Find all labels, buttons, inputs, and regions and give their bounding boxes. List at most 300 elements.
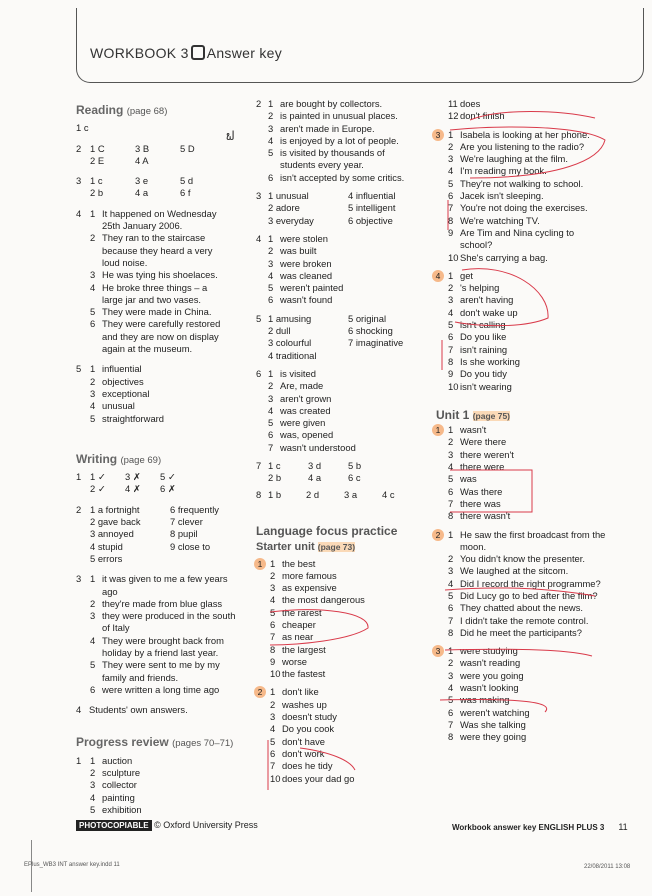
answer-cell: 6 objective (348, 214, 393, 226)
col3-ex3: 3 1 Isabela is looking at her phone. 2 Are you listening to the radio? 3 We're laughing at the film. 4 I'm reading my book. 5 They're not walking to school. 6 Jacek isn't sleeping. 7 You're not doing the exercises. 8 We're watching TV. 9 Are Tim and Nina cycling to school? 10 She's carrying a bag. (436, 129, 606, 264)
progress-ex1-item (90, 779, 246, 791)
item-answer: were you going (460, 669, 524, 681)
photocopiable-label: PHOTOCOPIABLE (76, 820, 152, 831)
item-answer: were broken (280, 257, 332, 269)
item-number: 1 (90, 363, 96, 375)
item-answer: as near (282, 631, 314, 643)
col2-ex4: 4 1 were stolen 2 was built 3 were broken 4 was cleaned 5 weren't painted 6 wasn't found (256, 233, 426, 307)
col3-ex3-item (448, 153, 606, 165)
col3-ex4-item (448, 344, 606, 356)
item-answer: sculpture (102, 767, 141, 779)
item-number: 1 (90, 754, 96, 766)
item-answer: is enjoyed by a lot of people. (280, 134, 399, 146)
item-number: 1 (448, 128, 454, 140)
item-number: 3 (270, 711, 276, 723)
unit1-ex1-item (448, 486, 606, 498)
item-number: 2 (448, 657, 454, 669)
item-answer: were given (280, 417, 326, 429)
item-answer: He was tying his shoelaces. (102, 269, 218, 281)
answer-cell: 2 gave back (90, 516, 141, 528)
starter-ex2-item (270, 699, 426, 711)
answer-cell: 6 f (180, 187, 191, 199)
starter-ex1-item (270, 644, 426, 656)
col3-ex3-item (448, 190, 606, 202)
item-answer: weren't painted (280, 282, 344, 294)
col3-ex4-item (448, 356, 606, 368)
answer-cell: 4 ✗ (125, 483, 141, 495)
col2-ex4-item (268, 270, 426, 282)
item-number: 4 (448, 165, 454, 177)
item-answer: aren't made in Europe. (280, 122, 375, 134)
col2-ex8-row (268, 489, 426, 501)
col3-top-item (448, 110, 606, 122)
answer-cell: 1 unusual (268, 190, 309, 202)
item-answer: were studying (460, 645, 518, 657)
progress-ex1-item (90, 767, 246, 779)
col3-ex3-item (448, 252, 606, 264)
starter-ex1-item (270, 607, 426, 619)
item-answer: painting (102, 791, 135, 803)
starter-ex1-item (270, 656, 426, 668)
item-number: 3 (448, 294, 454, 306)
item-answer: auction (102, 754, 133, 766)
item-number: 6 (268, 171, 274, 183)
item-number: 7 (448, 614, 454, 626)
item-number: 3 (90, 387, 96, 399)
reading-ex4-item (90, 318, 230, 355)
item-answer: there were (460, 461, 505, 473)
item-answer: Are you listening to the radio? (460, 140, 585, 152)
col2-ex3-row (268, 215, 426, 227)
item-answer: unusual (102, 400, 135, 412)
item-answer: is visited (280, 367, 316, 379)
item-number: 4 (90, 400, 96, 412)
item-number: 9 (448, 368, 454, 380)
progress-ex1: 1 1 auction 2 sculpture 3 collector 4 painting 5 exhibition (76, 755, 246, 816)
unit1-ex3: 3 1 were studying 2 wasn't reading 3 were you going 4 wasn't looking 5 was making 6 weren't watching 7 Was she talking 8 were they going (436, 645, 606, 743)
item-number: 4 (270, 594, 276, 606)
item-answer: She's carrying a bag. (460, 251, 548, 263)
writing-ex1-row (90, 483, 246, 495)
starter-ex2-item (270, 773, 426, 785)
item-number: 5 (448, 177, 454, 189)
item-number: 4 (448, 461, 454, 473)
item-answer: They ran to the staircase because they heard a very loud noise. (102, 232, 213, 268)
item-number: 1 (268, 232, 274, 244)
section-writing: Writing (page 69) (76, 451, 162, 466)
unit1-ex2-item (448, 565, 606, 577)
answer-cell: 4 influential (348, 190, 396, 202)
item-number: 6 (268, 429, 274, 441)
item-number: 3 (268, 122, 274, 134)
writing-ex3-item (90, 684, 240, 696)
starter-ex1-item (270, 570, 426, 582)
answer-cell: 3 e (135, 175, 149, 187)
item-number: 2 (448, 436, 454, 448)
col2-ex6-item (268, 405, 426, 417)
item-number: 8 (448, 214, 454, 226)
item-answer: isn't calling (460, 319, 506, 331)
item-answer: straightforward (102, 412, 165, 424)
item-answer: is painted in unusual places. (280, 110, 398, 122)
item-answer: They were sent to me by my family and friends. (102, 659, 220, 683)
writing-ex3-item (90, 610, 240, 635)
col2-ex6-item (268, 368, 426, 380)
writing-ex2: 2 1 a fortnight 6 frequently 2 gave back 7 clever 3 annoyed 8 pupil 4 stupid 9 close to 5 errors (76, 504, 246, 565)
col2-ex2-item (268, 110, 418, 122)
item-answer: We're laughing at the film. (460, 153, 568, 165)
col2-ex7: 7 1 c 3 d 5 b 2 b 4 a 6 c (256, 460, 426, 485)
writing-ex2-row (90, 504, 246, 516)
col2-ex5-row (268, 313, 426, 325)
item-number: 8 (448, 626, 454, 638)
answer-cell: 2 d (306, 488, 320, 500)
reading-ex4: 4 1 It happened on Wednesday 25th January 2006. 2 They ran to the staircase because they heard a very loud noise. 3 He was tying his shoelaces. 4 He broke three things – a large jar and two vases. 5 They were made in China. 6 They were carefully restored and they are now on display again at the museum. (76, 208, 246, 356)
item-answer: are bought by collectors. (280, 98, 383, 109)
answer-cell: 5 ✓ (160, 471, 176, 483)
item-answer: Do you cook (282, 723, 335, 735)
item-number: 6 (268, 294, 274, 306)
starter-ex1-item (270, 582, 426, 594)
unit1-ex3-item (448, 694, 606, 706)
item-answer: was built (280, 245, 317, 257)
item-number: 1 (268, 367, 274, 379)
item-answer: were stolen (280, 232, 328, 244)
answer-cell: 4 a (135, 187, 149, 199)
item-number: 6 (448, 485, 454, 497)
item-answer: We're watching TV. (460, 214, 540, 226)
reading-ex4-item (90, 208, 230, 233)
progress-ex1-item (90, 792, 246, 804)
writing-ex4: 4 Students' own answers. (76, 704, 188, 716)
item-number: 4 (268, 134, 274, 146)
unit1-ex3-item (448, 719, 606, 731)
item-number: 1 (90, 573, 96, 585)
answer-cell: 1 a fortnight (90, 503, 140, 515)
unit1-ex1: 1 1 wasn't 2 Were there 3 there weren't 4 there were 5 was 6 Was there 7 there was 8 there wasn't (436, 424, 606, 522)
answer-cell: 3 colourful (268, 337, 312, 349)
item-answer: worse (282, 655, 308, 667)
item-answer: the fastest (282, 668, 326, 680)
item-answer: don't work (282, 747, 325, 759)
item-number: 5 (268, 147, 274, 159)
item-number: 6 (448, 602, 454, 614)
item-number: 8 (448, 510, 454, 522)
item-answer: They chatted about the news. (460, 602, 583, 614)
item-number: 7 (448, 497, 454, 509)
item-number: 1 (448, 269, 454, 281)
col3-ex4-item (448, 282, 606, 294)
answer-cell: 3 everyday (268, 214, 314, 226)
unit1-ex2-item (448, 529, 606, 554)
item-number: 9 (448, 226, 454, 238)
item-answer: Was she talking (460, 718, 526, 730)
item-answer: Were there (460, 436, 507, 448)
col2-ex5-row (268, 337, 426, 349)
starter-ex1-item (270, 594, 426, 606)
item-answer: wasn't found (280, 294, 333, 306)
item-answer: cheaper (282, 618, 316, 630)
unit1-ex2-item (448, 553, 606, 565)
item-answer: the rarest (282, 606, 322, 618)
item-number: 3 (448, 153, 454, 165)
answer-cell: 3 annoyed (90, 528, 134, 540)
unit1-ex2-item (448, 578, 606, 590)
item-number: 5 (90, 412, 96, 424)
item-number: 3 (268, 392, 274, 404)
reading-ex1: 1 c (76, 122, 89, 134)
item-answer: was cleaned (280, 269, 333, 281)
item-number: 2 (448, 140, 454, 152)
col3-top-item (448, 98, 606, 110)
answer-cell: 5 b (348, 460, 362, 472)
unit1-ex3-item (448, 657, 606, 669)
item-answer: He broke three things – a large jar and two vases. (102, 281, 208, 305)
item-number: 3 (448, 565, 454, 577)
col2-ex3-row (268, 202, 426, 214)
item-answer: They were carefully restored and they are now on display again at the museum. (102, 318, 221, 355)
item-number: 4 (90, 634, 96, 646)
item-answer: doesn't study (282, 711, 337, 723)
item-answer: exhibition (102, 803, 142, 815)
page-title: WORKBOOK 3 Answer key (90, 45, 283, 61)
col3-ex4: 4 1 get 2 's helping 3 aren't having 4 don't wake up 5 isn't calling 6 Do you like 7 isn't raining 8 Is she working 9 Do you tidy 10 isn't wearing (436, 270, 606, 393)
item-number: 5 (270, 735, 276, 747)
answer-cell: 5 original (348, 312, 387, 324)
item-number: 1 (448, 528, 454, 540)
item-answer: wasn't understood (280, 441, 356, 453)
item-number: 6 (270, 747, 276, 759)
handwritten-mark: ຟ (226, 129, 235, 143)
item-answer: wasn't (460, 424, 487, 436)
item-number: 1 (90, 207, 96, 219)
answer-cell: 7 imaginative (348, 337, 404, 349)
item-number: 5 (270, 606, 276, 618)
answer-cell: 5 d (180, 175, 194, 187)
writing-ex1-row (90, 471, 246, 483)
starter-ex2-item (270, 723, 426, 735)
item-number: 9 (270, 655, 276, 667)
item-number: 3 (268, 257, 274, 269)
col2-ex7-row (268, 460, 426, 472)
answer-cell: 6 frequently (170, 503, 219, 515)
writing-ex2-row (90, 516, 246, 528)
col3-ex4-item (448, 381, 606, 393)
copyright: © Oxford University Press (154, 820, 258, 830)
item-answer: they're made from blue glass (102, 597, 223, 609)
item-number: 4 (268, 269, 274, 281)
reading-ex5-item (90, 388, 246, 400)
item-number: 5 (448, 473, 454, 485)
reading-ex2-row (90, 155, 246, 167)
col3-ex3-item (448, 227, 606, 252)
col2-ex6-item (268, 417, 426, 429)
unit1-ex3-item (448, 682, 606, 694)
item-answer: does (460, 98, 481, 109)
answer-cell: 2 b (268, 472, 282, 484)
item-number: 2 (448, 553, 454, 565)
reading-ex5-item (90, 376, 246, 388)
item-number: 7 (448, 202, 454, 214)
col2-ex2-item (268, 98, 418, 110)
progress-ex1-item (90, 804, 246, 816)
reading-ex4-item (90, 282, 230, 307)
col2-ex5-row (268, 325, 426, 337)
item-answer: They were made in China. (102, 306, 212, 318)
item-number: 5 (268, 417, 274, 429)
item-answer: as expensive (282, 582, 337, 594)
item-number: 3 (270, 582, 276, 594)
col2-ex4-item (268, 233, 426, 245)
reading-ex4-item (90, 306, 230, 318)
item-number: 2 (270, 698, 276, 710)
item-answer: get (460, 269, 474, 281)
item-number: 5 (448, 694, 454, 706)
item-number: 5 (90, 803, 96, 815)
date-info: 22/08/2011 13:08 (584, 864, 631, 870)
col2-ex2-item (268, 123, 418, 135)
item-answer: wasn't looking (460, 682, 519, 694)
item-number: 4 (90, 791, 96, 803)
writing-ex3-item (90, 659, 240, 684)
writing-ex3-item (90, 573, 240, 598)
item-answer: isn't raining (460, 343, 508, 355)
reading-ex3-row (90, 175, 246, 187)
answer-cell: 2 ✓ (90, 483, 106, 495)
answer-cell: 8 pupil (170, 528, 198, 540)
col3-ex4-item (448, 294, 606, 306)
item-answer: aren't grown (280, 392, 332, 404)
answer-cell: 3 a (344, 488, 358, 500)
col2-ex6-item (268, 442, 426, 454)
unit1-ex1-item (448, 424, 606, 436)
item-number: 8 (270, 643, 276, 655)
item-number: 2 (448, 282, 454, 294)
col2-ex6-item (268, 380, 426, 392)
answer-cell: 4 A (135, 154, 149, 166)
item-answer: don't finish (460, 110, 505, 122)
col2-ex6-item (268, 429, 426, 441)
item-answer: Was there (460, 485, 503, 497)
col3-ex4-item (448, 319, 606, 331)
item-number: 7 (448, 718, 454, 730)
col2-ex3: 3 1 unusual 4 influential 2 adore 5 intelligent 3 everyday 6 objective (256, 190, 426, 227)
square-icon (191, 45, 205, 60)
answer-cell: 7 clever (170, 516, 203, 528)
item-answer: We laughed at the sitcom. (460, 565, 569, 577)
item-answer: Are Tim and Nina cycling to school? (460, 226, 575, 251)
page-number: 11 (618, 822, 628, 832)
item-number: 2 (268, 245, 274, 257)
item-number: 8 (448, 731, 454, 743)
writing-ex3: 3 1 it was given to me a few years ago 2 they're made from blue glass 3 they were produced in the south of Italy 4 They were brought back from holiday by a friend last year. 5 They were sent to me by my family and friends. 6 were written a long time ago (76, 573, 246, 696)
unit1-ex3-item (448, 645, 606, 657)
starter-ex1-item (270, 668, 426, 680)
item-number: 1 (448, 424, 454, 436)
starter-ex1: 1 1 the best 2 more famous 3 as expensive 4 the most dangerous 5 the rarest 6 cheaper 7 as near 8 the largest 9 worse 10 the fastest (256, 558, 426, 681)
reading-ex5: 5 1 influential 2 objectives 3 exceptional 4 unusual 5 straightforward (76, 363, 246, 424)
item-answer: the largest (282, 643, 326, 655)
item-answer: don't have (282, 735, 325, 747)
starter-ex1-item (270, 558, 426, 570)
col3-ex4-item (448, 270, 606, 282)
col2-ex2-item (268, 147, 418, 172)
item-number: 5 (448, 589, 454, 601)
answer-cell: 3 B (135, 142, 150, 154)
item-number: 6 (270, 618, 276, 630)
item-answer: Do you tidy (460, 368, 507, 380)
answer-cell: 1 c (90, 175, 103, 187)
reading-ex4-item (90, 269, 230, 281)
reading-ex3-row (90, 187, 246, 199)
answer-cell: 3 ✗ (125, 471, 141, 483)
col2-ex7-row (268, 472, 426, 484)
item-answer: is visited by thousands of students every year. (280, 147, 385, 171)
item-answer: Is she working (460, 355, 520, 367)
col2-ex8: 8 1 b 2 d 3 a 4 c (256, 489, 426, 501)
starter-ex2-item (270, 736, 426, 748)
answer-cell: 3 d (308, 460, 322, 472)
item-answer: They were brought back from holiday by a friend last year. (102, 634, 224, 658)
item-answer: were written a long time ago (102, 683, 220, 695)
reading-ex5-item (90, 400, 246, 412)
reading-ex2: 2 1 C 3 B 5 D 2 E 4 A (76, 143, 246, 168)
item-answer: there was (460, 497, 501, 509)
item-answer: the most dangerous (282, 594, 365, 606)
starter-ex2: 2 1 don't like 2 washes up 3 doesn't study 4 Do you cook 5 don't have 6 don't work 7 does he tidy 10 does your dad go (256, 686, 426, 784)
item-answer: does he tidy (282, 760, 333, 772)
item-number: 4 (90, 281, 96, 293)
unit1-title: Unit 1 (page 75) (436, 407, 511, 422)
section-progress-review: Progress review (pages 70–71) (76, 735, 234, 750)
col2-ex4-item (268, 294, 426, 306)
item-answer: I'm reading my book. (460, 165, 547, 177)
unit1-ex2-item (448, 627, 606, 639)
col3-ex3-item (448, 141, 606, 153)
item-answer: were they going (460, 731, 527, 743)
answer-cell: 2 adore (268, 202, 300, 214)
item-number: 12 (448, 110, 459, 122)
item-number: 10 (270, 668, 281, 680)
starter-ex1-item (270, 619, 426, 631)
col3-ex4-item (448, 307, 606, 319)
item-answer: was, opened (280, 429, 334, 441)
item-number: 4 (448, 682, 454, 694)
col3-ex3-item (448, 165, 606, 177)
col2-ex4-item (268, 258, 426, 270)
item-answer: Jacek isn't sleeping. (460, 190, 544, 202)
col2-ex3-row (268, 190, 426, 202)
answer-cell: 2 dull (268, 325, 291, 337)
item-number: 6 (448, 706, 454, 718)
starter-ex1-item (270, 631, 426, 643)
item-number: 4 (448, 306, 454, 318)
footer-right (452, 822, 628, 832)
item-answer: wasn't reading (460, 657, 521, 669)
item-number: 5 (268, 282, 274, 294)
item-number: 3 (90, 610, 96, 622)
answer-cell: 4 stupid (90, 540, 123, 552)
writing-ex3-item (90, 635, 240, 660)
item-answer: Did he meet the participants? (460, 626, 582, 638)
item-number: 7 (448, 343, 454, 355)
item-answer: more famous (282, 569, 337, 581)
item-answer: isn't accepted by some critics. (280, 171, 405, 183)
item-number: 10 (448, 251, 459, 263)
col2-ex5: 5 1 amusing 5 original 2 dull 6 shocking 3 colourful 7 imaginative 4 traditional (256, 313, 426, 362)
col2-ex2-item (268, 135, 418, 147)
item-answer: don't wake up (460, 306, 518, 318)
